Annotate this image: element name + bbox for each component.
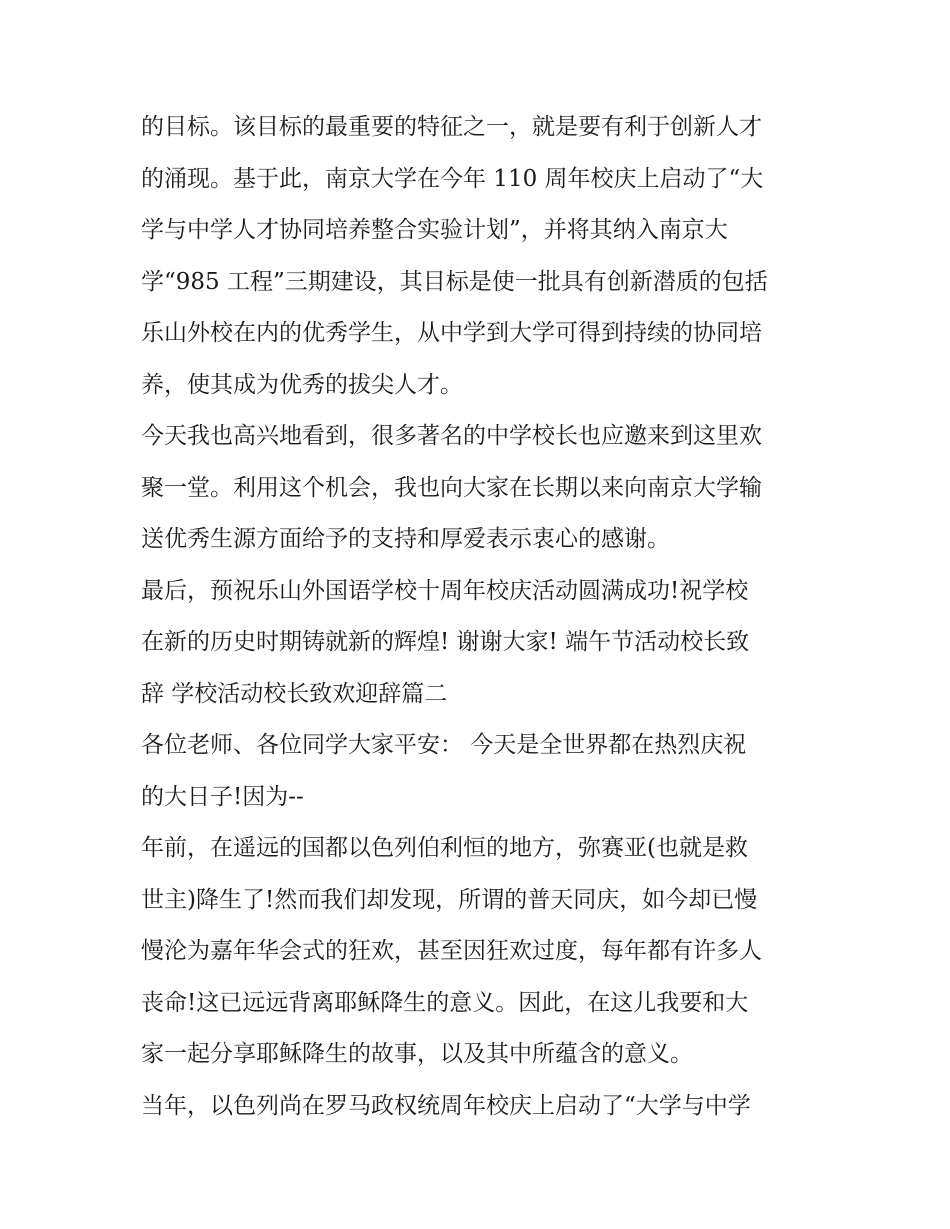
text-line: 辞 学校活动校长致欢迎辞篇二: [141, 680, 448, 707]
text-line: 世主)降生了!然而我们却发现，所谓的普天同庆，如今却已慢: [141, 886, 758, 913]
text-line: 聚一堂。利用这个机会，我也向大家在长期以来向南京大学输: [141, 474, 762, 501]
text-line: 乐山外校在内的优秀学生，从中学到大学可得到持续的协同培: [141, 320, 762, 346]
text-line: 年前，在遥远的国都以色列伯利恒的地方，弥赛亚(也就是救: [141, 835, 748, 861]
text-line: 慢沦为嘉年华会式的狂欢，甚至因狂欢过度，每年都有许多人: [141, 938, 762, 964]
text-line: 各位老师、各位同学大家平安： 今天是全世界都在热烈庆祝: [141, 732, 747, 758]
text-line: 送优秀生源方面给予的支持和厚爱表示衷心的感谢。: [141, 526, 670, 552]
text-line: 学与中学人才协同培养整合实验计划”，并将其纳入南京大: [141, 217, 728, 243]
text-line: 家一起分享耶稣降生的故事，以及其中所蕴含的意义。: [141, 1041, 693, 1067]
text-line: 养，使其成为优秀的拔尖人才。: [141, 371, 463, 398]
body-text: [141, 102, 821, 1132]
text-line: 当年，以色列尚在罗马政权统周年校庆上启动了“大学与中学: [141, 1092, 751, 1119]
text-line: 的目标。该目标的最重要的特征之一，就是要有利于创新人才: [141, 114, 762, 140]
text-line: 在新的历史时期铸就新的辉煌! 谢谢大家! 端午节活动校长致: [141, 629, 750, 655]
text-line: 学“985 工程”三期建设，其目标是使一批具有创新潜质的包括: [141, 268, 768, 295]
text-line: 的大日子!因为--: [141, 783, 304, 810]
text-line: 今天我也高兴地看到，很多著名的中学校长也应邀来到这里欢: [141, 423, 762, 449]
text-line: 的涌现。基于此，南京大学在今年 110 周年校庆上启动了“大: [141, 165, 764, 192]
text-line: 最后，预祝乐山外国语学校十周年校庆活动圆满成功!祝学校: [141, 577, 749, 604]
text-line: 丧命!这已远远背离耶稣降生的意义。因此，在这儿我要和大: [141, 989, 749, 1016]
